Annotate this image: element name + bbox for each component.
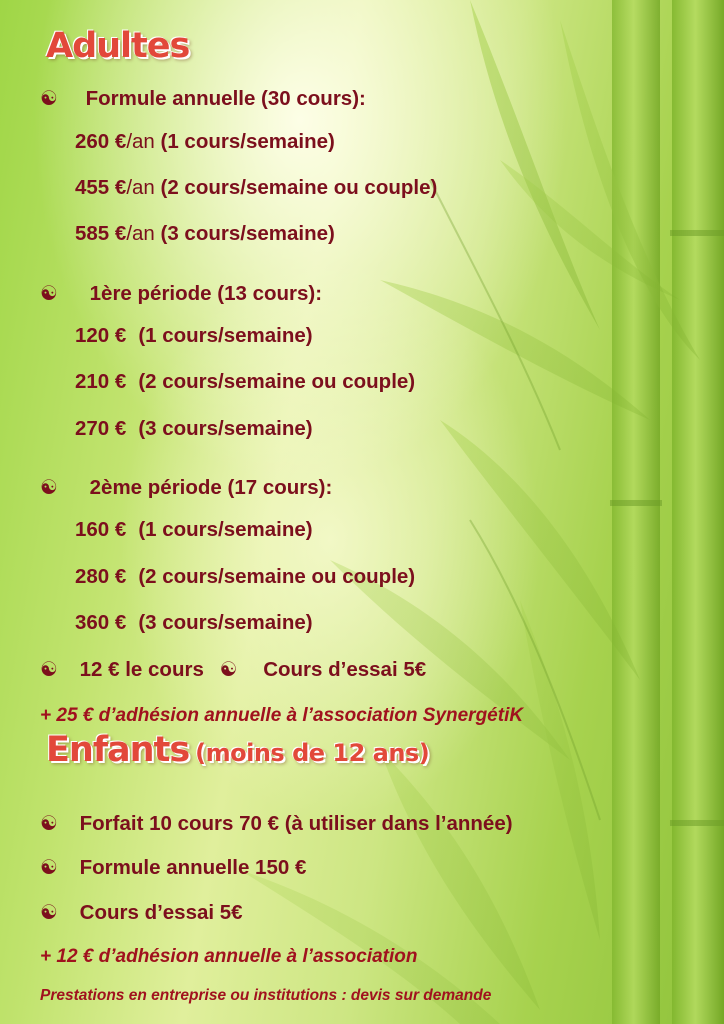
- adults-membership-note: + 25 € d’adhésion annuelle à l’association SynergétiK: [40, 705, 524, 726]
- first-period-title: ☯ 1ère période (13 cours):: [40, 281, 323, 305]
- price-line: 270 € (3 cours/semaine): [75, 417, 313, 440]
- price-line: 360 € (3 cours/semaine): [75, 611, 313, 634]
- footer-note: Prestations en entreprise ou institutions : devis sur demande: [40, 987, 492, 1004]
- price-line: 585 €/an (3 cours/semaine): [75, 222, 335, 245]
- yin-yang-icon: ☯: [40, 900, 58, 924]
- children-age-note: (moins de 12 ans): [195, 739, 430, 767]
- price-line: 210 € (2 cours/semaine ou couple): [75, 370, 416, 393]
- yin-yang-icon: ☯: [40, 811, 58, 835]
- children-item: ☯ Forfait 10 cours 70 € (à utiliser dans l’année): [40, 811, 513, 835]
- yin-yang-icon: ☯: [40, 657, 58, 681]
- single-class-line: ☯ 12 € le cours ☯ Cours d’essai 5€: [40, 657, 427, 681]
- price-line: 455 €/an (2 cours/semaine ou couple): [75, 176, 438, 199]
- yin-yang-icon: ☯: [40, 86, 58, 110]
- annual-formula-title: ☯ Formule annuelle (30 cours):: [40, 86, 366, 110]
- yin-yang-icon: ☯: [40, 475, 58, 499]
- children-heading: Enfants (moins de 12 ans): [46, 730, 430, 770]
- price-line: 260 €/an (1 cours/semaine): [75, 130, 335, 153]
- children-item: ☯ Cours d’essai 5€: [40, 900, 243, 924]
- children-item: ☯ Formule annuelle 150 €: [40, 855, 307, 879]
- second-period-title: ☯ 2ème période (17 cours):: [40, 475, 333, 499]
- yin-yang-icon: ☯: [40, 855, 58, 879]
- yin-yang-icon: ☯: [40, 281, 58, 305]
- children-membership-note: + 12 € d’adhésion annuelle à l’association: [40, 946, 418, 967]
- adults-heading: Adultes: [46, 26, 190, 66]
- price-line: 280 € (2 cours/semaine ou couple): [75, 565, 416, 588]
- yin-yang-icon: ☯: [219, 657, 238, 681]
- price-line: 160 € (1 cours/semaine): [75, 518, 313, 541]
- price-line: 120 € (1 cours/semaine): [75, 324, 313, 347]
